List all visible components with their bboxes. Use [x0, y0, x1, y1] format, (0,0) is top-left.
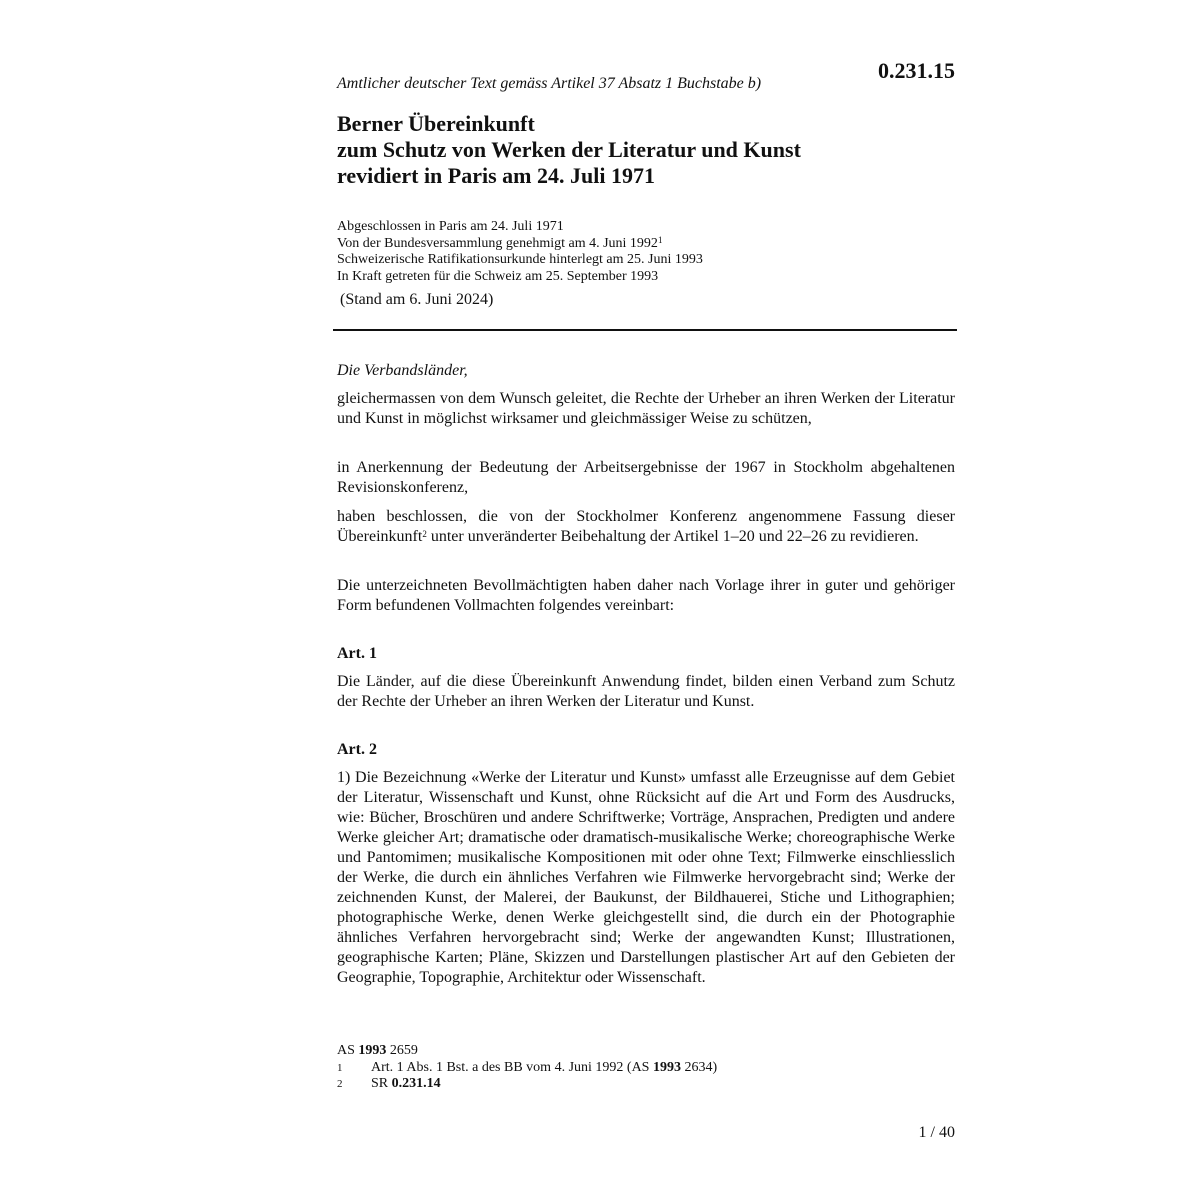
footnote-ref-1[interactable]: 1 [657, 234, 663, 245]
article-1-paragraph: Die Länder, auf die diese Übereinkunft Anwendung findet, bilden einen Verband zum Schutz der Rechte der Urheber an ihren Werken der Literatur und Kunst. [337, 673, 955, 710]
preamble-intro: Die Verbandsländer, [337, 362, 468, 379]
article-2-paragraph-1: 1) Die Bezeichnung «Werke der Literatur und Kunst» umfasst alle Erzeugnisse auf dem Gebiet der Literatur, Wissenschaft und Kunst, ohne Rücksicht auf die Art und Form des Ausdrucks, wie: Bücher, Broschüren und andere Schriftwerke; Vorträge, Ansprachen, Predigten und andere Werke gleicher Art; dramatische oder dramatisch-musikalische Werke; choreographische Werke und Pantomimen; musikalische Kompositionen mit oder ohne Text; Filmwerke einschliesslich der Werke, die durch ein ähnliches Verfahren wie Filmwerke hervorgebracht sind; Werke der zeichnenden Kunst, der Malerei, der Baukunst, der Bildhauerei, Stiche und Lithographien; photographische Werke, denen Werke gleichgestellt sind, die durch ein der Photographie ähnliches Verfahren hervorgebracht sind; Werke der angewandten Kunst; Illustrationen, geographische Karten; Pläne, Skizzen und Darstellungen plastischer Art auf den Gebieten der Geographie, Topographie, Architektur oder Wissenschaft. [337, 769, 955, 986]
article-1-heading: Art. 1 [337, 645, 377, 662]
as-prefix: AS [337, 1043, 359, 1058]
as-reference [337, 1043, 957, 1060]
stand-date: (Stand am 6. Juni 2024) [340, 291, 494, 308]
meta-in-force: In Kraft getreten für die Schweiz am 25. September 1993 [337, 268, 659, 284]
preamble-paragraph-4 [337, 576, 955, 616]
document-title [337, 111, 957, 189]
title-line-3: revidiert in Paris am 24. Juli 1971 [337, 163, 655, 188]
footnote-2-mark: 2 [337, 1078, 343, 1090]
preamble-paragraph-3 [337, 507, 955, 547]
footnote-1-text [371, 1060, 717, 1077]
footnote-1-text-b: 2634) [680, 1059, 718, 1075]
footnote-2-text [371, 1076, 441, 1093]
footnote-2-prefix: SR [371, 1076, 392, 1091]
preamble-p3-text [337, 507, 955, 547]
document-metadata [337, 219, 957, 285]
preamble-p2-text: in Anerkennung der Bedeutung der Arbeitsergebnisse der 1967 in Stockholm abgehaltenen Revisionskonferenz, [337, 459, 955, 496]
page-number: 1 / 40 [918, 1124, 955, 1141]
footnotes [337, 1043, 957, 1093]
article-2-heading: Art. 2 [337, 741, 377, 758]
meta-ratification: Schweizerische Ratifikationsurkunde hinterlegt am 25. Juni 1993 [337, 252, 703, 267]
title-line-1: Berner Übereinkunft [337, 111, 535, 136]
preamble-p3-b: unter unveränderter Beibehaltung der Artikel 1–20 und 22–26 zu revidieren. [426, 528, 919, 545]
footnote-2-ref[interactable]: 0.231.14 [391, 1076, 441, 1091]
meta-concluded: Abgeschlossen in Paris am 24. Juli 1971 [337, 219, 564, 234]
footnote-ref-2[interactable]: 2 [422, 529, 427, 539]
footnote-2 [337, 1076, 957, 1093]
footnote-1-text-a: Art. 1 Abs. 1 Bst. a des BB vom 4. Juni 1992 (AS [371, 1059, 653, 1075]
preamble-paragraph-2 [337, 458, 955, 498]
meta-approved-line [337, 236, 957, 253]
as-year: 1993 [358, 1043, 387, 1058]
footnote-1 [337, 1060, 957, 1077]
footnote-1-year: 1993 [652, 1059, 681, 1075]
official-text-note: Amtlicher deutscher Text gemäss Artikel 37 Absatz 1 Buchstabe b) [337, 75, 762, 92]
footnote-1-mark: 1 [337, 1061, 343, 1074]
sr-number: 0.231.15 [878, 58, 955, 83]
title-line-2: zum Schutz von Werken der Literatur und Kunst [337, 137, 801, 162]
preamble-p1-text: gleichermassen von dem Wunsch geleitet, die Rechte der Urheber an ihren Werken der Literatur und Kunst in möglichst wirksamer und gleichmässiger Weise zu schützen, [337, 390, 955, 427]
as-page: 2659 [386, 1043, 418, 1058]
article-2-text [337, 768, 955, 988]
preamble-paragraph-1 [337, 389, 955, 429]
preamble-p4-text: Die unterzeichneten Bevollmächtigten haben daher nach Vorlage ihrer in guter und gehöriger Form befundenen Vollmachten folgendes vereinbart: [337, 577, 955, 614]
article-1-text [337, 672, 955, 712]
meta-approved: Von der Bundesversammlung genehmigt am 4. Juni 1992 [337, 235, 658, 251]
preamble-p3-a: haben beschlossen, die von der Stockholmer Konferenz angenommene Fassung dieser Übereinkunft [337, 508, 955, 545]
header-divider [333, 329, 957, 331]
